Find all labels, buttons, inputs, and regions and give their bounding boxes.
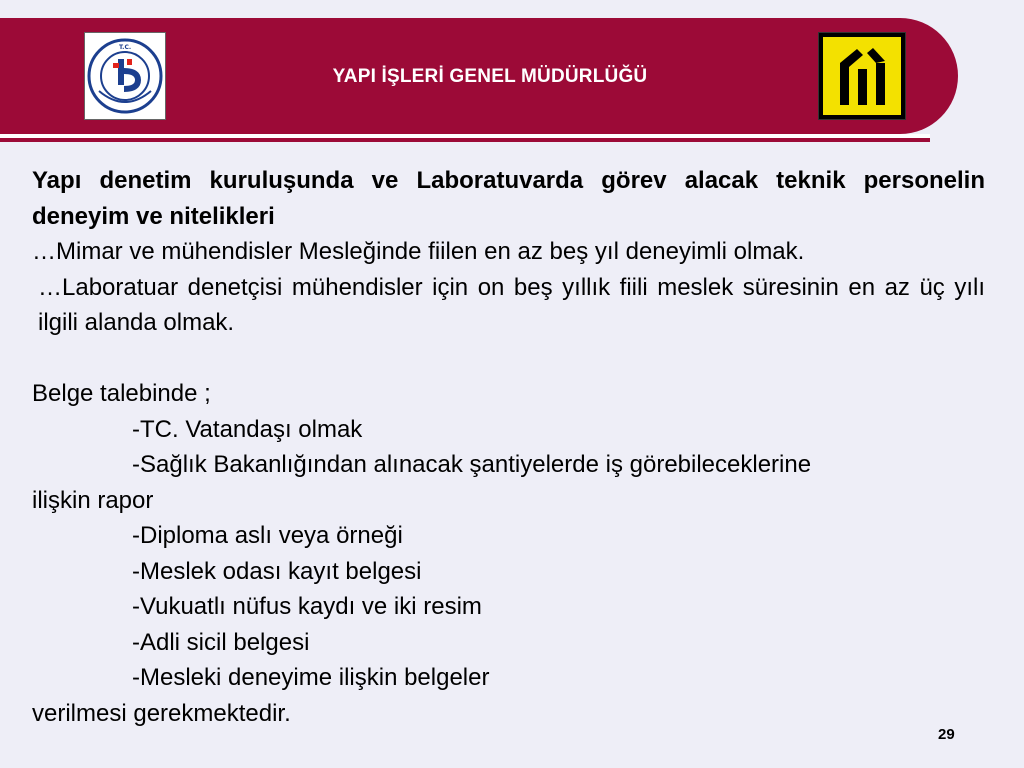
list-item: -Mesleki deneyime ilişkin belgeler (132, 664, 490, 691)
closing-text: verilmesi gerekmektedir. (32, 699, 291, 727)
slide-body (32, 163, 985, 731)
paragraph-architects: …Mimar ve mühendisler Mesleğinde fiilen en az beş yıl deneyimli olmak. (32, 238, 805, 265)
header-title: YAPI İŞLERİ GENEL MÜDÜRLÜĞÜ (332, 66, 648, 87)
list-item: -Meslek odası kayıt belgesi (132, 557, 422, 585)
slide-heading: Yapı denetim kuruluşunda ve Laboratuvarda görev alacak teknik personelin deneyim ve nitelikleri (32, 167, 985, 230)
list-item: -TC. Vatandaşı olmak (132, 415, 363, 443)
list-item: -Diploma aslı veya örneği (132, 522, 403, 549)
header-divider-shadow (0, 138, 930, 142)
bayindirlik-bakanligi-seal-icon (84, 32, 166, 120)
spacer (32, 341, 985, 377)
list-item-continuation: ilişkin rapor (32, 486, 154, 514)
page-number: 29 (938, 726, 955, 743)
belge-label: Belge talebinde ; (32, 380, 211, 407)
paragraph-lab-auditors: …Laboratuar denetçisi mühendisler için on beş yıllık fiili meslek süresinin en az üç yılı ilgili alanda olmak. (38, 273, 985, 336)
list-item: -Sağlık Bakanlığından alınacak şantiyelerde iş görebileceklerine (132, 451, 812, 478)
seal-top-text: T.C. (119, 44, 132, 51)
yapi-isleri-logo-icon (818, 32, 906, 120)
list-item: -Adli sicil belgesi (132, 628, 310, 656)
list-item: -Vukuatlı nüfus kaydı ve iki resim (132, 593, 482, 620)
